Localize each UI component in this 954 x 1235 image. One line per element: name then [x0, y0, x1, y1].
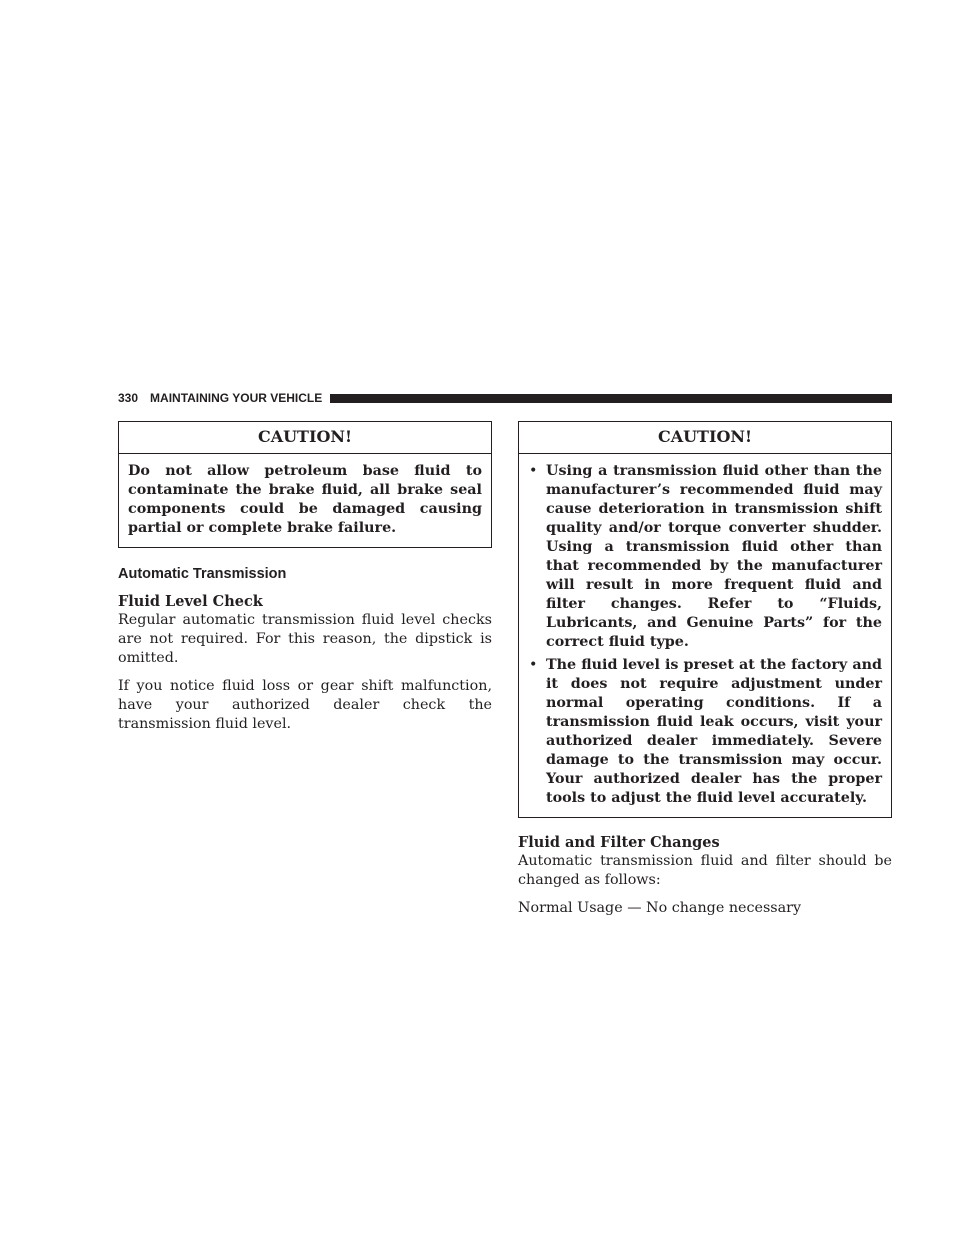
paragraph: Automatic transmission fluid and filter should be changed as follows:: [518, 853, 892, 888]
caution-title: CAUTION!: [519, 422, 891, 454]
caution-body: [519, 454, 891, 817]
header-rule: [330, 394, 892, 403]
chapter-title: MAINTAINING YOUR VEHICLE: [150, 391, 323, 405]
paragraph: Normal Usage — No change necessary: [518, 900, 802, 916]
section-heading-automatic-transmission: Automatic Transmission: [118, 566, 287, 582]
caution-box-transmission-fluid: [518, 421, 892, 818]
bullet-text: Using a transmission fluid other than the manufacturer’s recommended fluid may cause deterioration in transmission shift quality and/or torque converter shudder. Using a transmission fluid other than that recommended by the manufacturer will result in more frequent fluid and filter changes. Refer to “Fluids, Lubricants, and Genuine Parts” for the correct fluid type.: [546, 463, 882, 650]
caution-bullet-list: [528, 462, 882, 808]
caution-box-brake-fluid: [118, 421, 492, 548]
bullet-icon: •: [529, 657, 538, 673]
paragraph: If you notice fluid loss or gear shift malfunction, have your authorized dealer check the transmission fluid level.: [118, 678, 492, 732]
paragraph: Regular automatic transmission fluid level checks are not required. For this reason, the dipstick is omitted.: [118, 612, 492, 666]
bullet-text: The fluid level is preset at the factory and it does not require adjustment under normal operating conditions. If a transmission fluid leak occurs, visit your authorized dealer immediately. Severe damage to the transmission may occur. Your authorized dealer has the proper tools to adjust the fluid level accurately.: [546, 657, 882, 806]
caution-bullet-item: [528, 462, 882, 652]
bullet-icon: •: [529, 463, 538, 479]
caution-bullet-item: [528, 656, 882, 808]
left-column: [118, 421, 492, 743]
right-column: [518, 421, 892, 927]
subheading-fluid-level-check: Fluid Level Check: [118, 593, 263, 610]
caution-title: CAUTION!: [119, 422, 491, 454]
page-number: 330: [118, 391, 139, 405]
page-header: [118, 390, 892, 406]
caution-text: Do not allow petroleum base fluid to contaminate the brake fluid, all brake seal components could be damaged causing partial or complete brake failure.: [128, 463, 482, 536]
subheading-fluid-and-filter-changes: Fluid and Filter Changes: [518, 834, 720, 851]
